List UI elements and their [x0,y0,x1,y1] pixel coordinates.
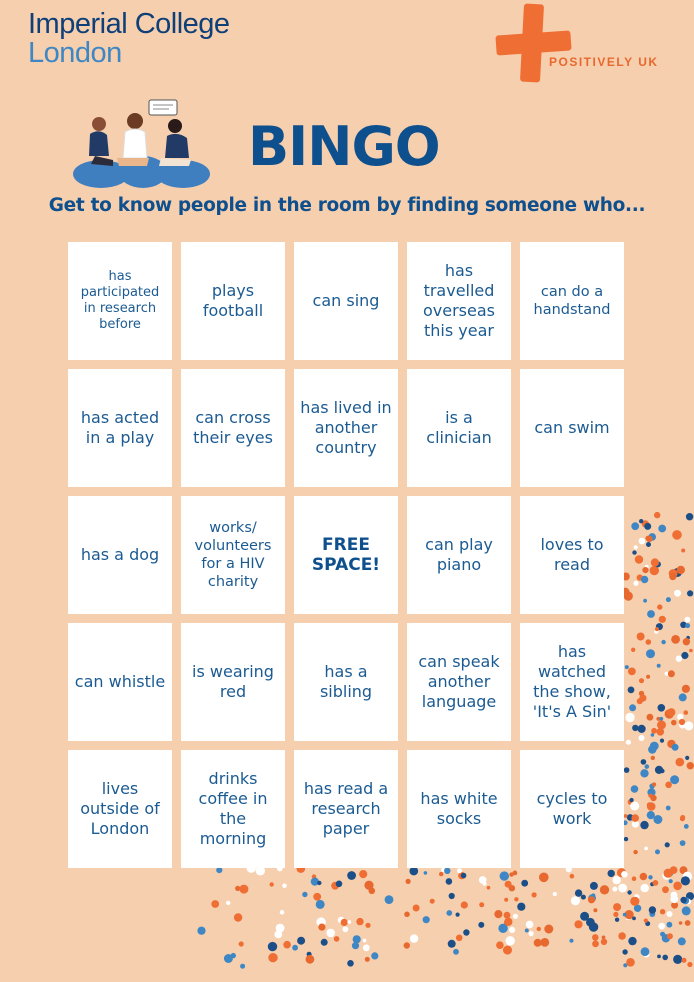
bingo-cell[interactable]: has acted in a play [68,369,172,487]
bingo-cell[interactable]: drinks coffee in the morning [181,750,285,868]
page-subtitle: Get to know people in the room by finding someone who... [48,195,646,216]
imperial-logo-line2: London [28,37,122,69]
bingo-cell[interactable]: has participated in research before [68,242,172,360]
bingo-cell[interactable]: has a dog [68,496,172,614]
bingo-cell[interactable]: has travelled overseas this year [407,242,511,360]
people-chatting-illustration-icon [73,98,213,190]
bingo-cell[interactable]: has read a research paper [294,750,398,868]
imperial-logo-line1: Imperial College [28,8,230,40]
bingo-grid [68,242,624,868]
bingo-cell[interactable]: plays football [181,242,285,360]
bingo-cell[interactable]: can play piano [407,496,511,614]
positively-uk-logo: POSITIVELY UK [549,55,659,69]
page-title: BINGO [248,115,440,178]
bingo-cell[interactable]: can cross their eyes [181,369,285,487]
bingo-cell[interactable]: can whistle [68,623,172,741]
bingo-free-space[interactable]: FREE SPACE! [294,496,398,614]
bingo-cell[interactable]: can speak another language [407,623,511,741]
bingo-cell[interactable]: has watched the show, 'It's A Sin' [520,623,624,741]
bingo-cell[interactable]: can sing [294,242,398,360]
bingo-cell[interactable]: is a clinician [407,369,511,487]
bingo-cell[interactable]: has white socks [407,750,511,868]
bingo-cell[interactable]: loves to read [520,496,624,614]
bingo-cell[interactable]: can do a handstand [520,242,624,360]
bingo-cell[interactable]: can swim [520,369,624,487]
bingo-cell[interactable]: lives outside of London [68,750,172,868]
bingo-cell[interactable]: has lived in another country [294,369,398,487]
positively-uk-plus-icon [496,4,571,82]
bingo-cell[interactable]: has a sibling [294,623,398,741]
bingo-cell[interactable]: is wearing red [181,623,285,741]
imperial-college-logo [28,10,230,68]
bingo-cell[interactable]: works/ volunteers for a HIV charity [181,496,285,614]
bingo-cell[interactable]: cycles to work [520,750,624,868]
